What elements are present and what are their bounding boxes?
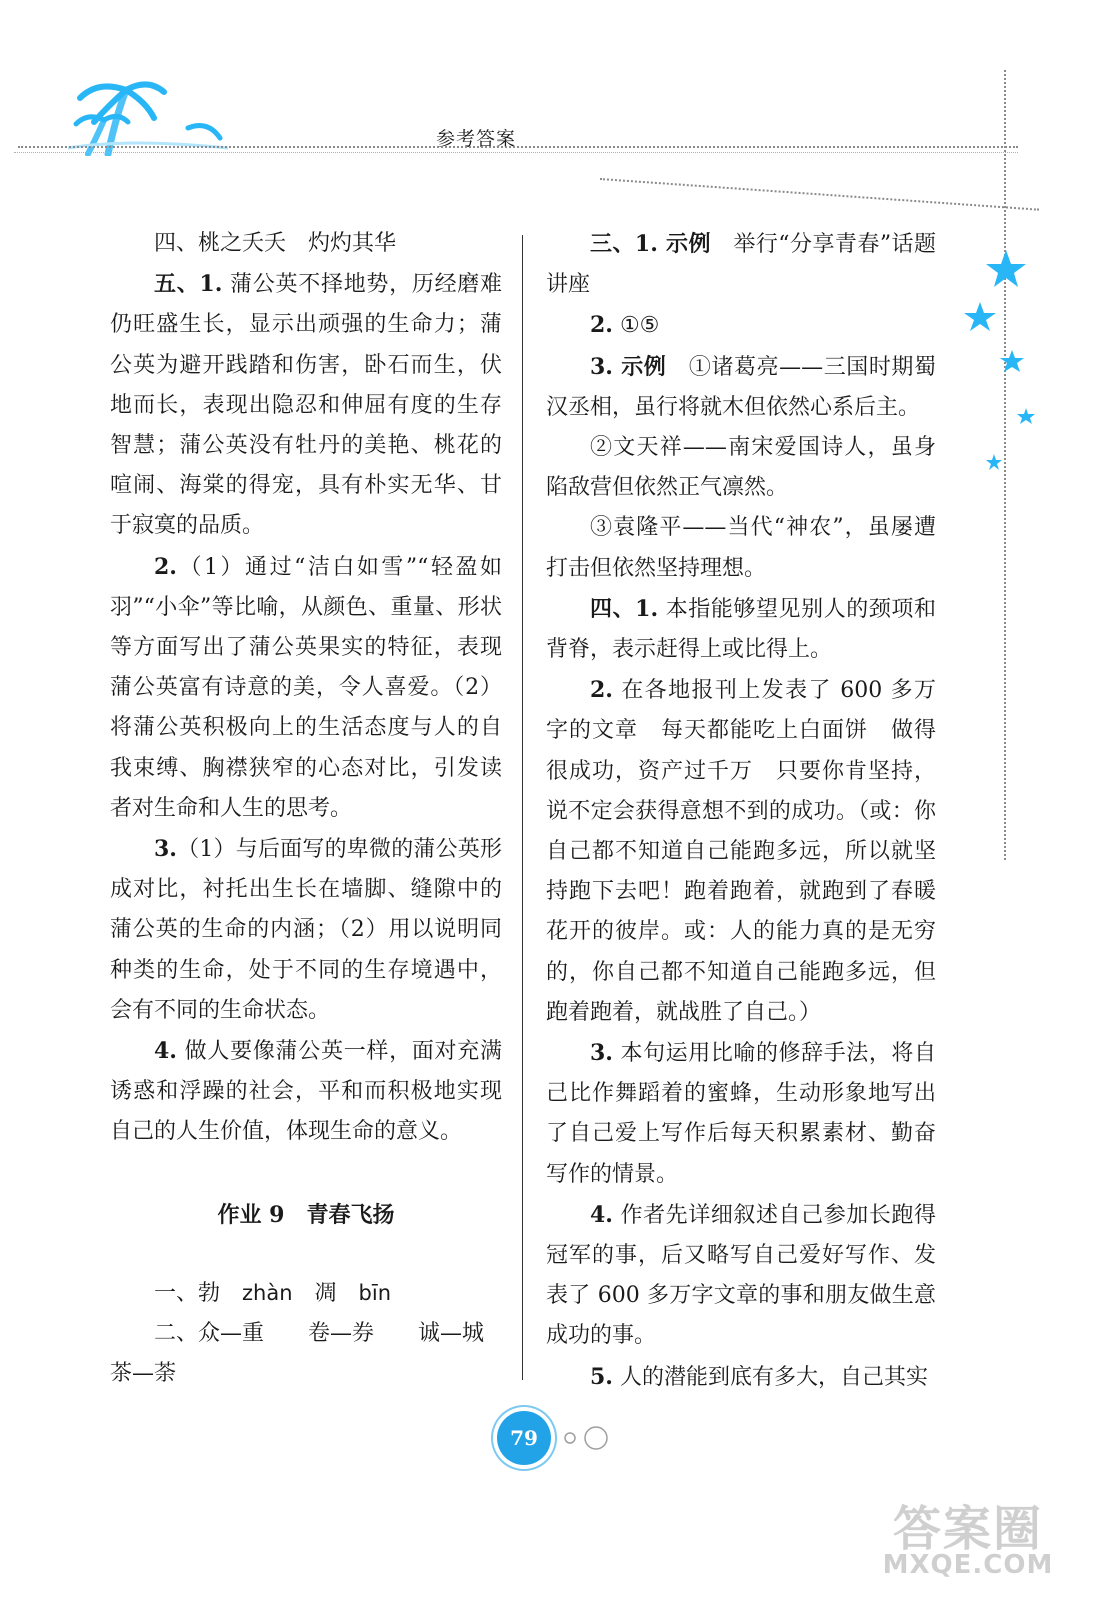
watermark-logo: 答案圈 <box>892 1501 1043 1557</box>
watermark <box>873 1490 1063 1590</box>
answer-4-5: 5. 人的潜能到底有多大，自己其实 <box>590 1363 928 1390</box>
answer-3-1: 三、1. 示例 举行“分享青春”话题讲座 <box>546 231 936 298</box>
column-divider <box>522 235 523 1380</box>
right-column <box>546 224 936 1398</box>
page-number: 79 <box>497 1411 551 1465</box>
header-divider-secondary <box>14 152 1018 153</box>
answer-5-4: 4. 做人要像蒲公英一样，面对充满诱惑和浮躁的社会，平和而积极地实现自己的人生价值，体现生命的意义。 <box>110 1038 502 1145</box>
watermark-url: MXQE.COM <box>882 1550 1054 1580</box>
answer-section-2-continued: 茶—荼 <box>110 1361 177 1387</box>
answer-5-2: 2.（1）通过“洁白如雪”“轻盈如羽”“小伞”等比喻，从颜色、重量、形状等方面写出了蒲公英果实的特征，表现蒲公英富有诗意的美，令人喜爱。（2）将蒲公英积极向上的生活态度与人的自我束缚、胸襟狭窄的心态对比，引发读者对生命和人生的思考。 <box>110 553 502 821</box>
page-header-title: 参考答案 <box>436 128 517 150</box>
answer-3-3: 3. 示例 ①诸葛亮——三国时期蜀汉丞相，虽行将就木但依然心系后主。 <box>546 353 936 420</box>
answer-3-3-example-3: ③袁隆平——当代“神农”，虽屡遭打击但依然坚持理想。 <box>546 515 936 581</box>
answer-3-2: 2. ①⑤ <box>590 312 660 339</box>
answer-5-1: 五、1. 蒲公英不择地势，历经磨难仍旺盛生长，显示出顽强的生命力；蒲公英为避开践踏和伤害，卧石而生，伏地而长，表现出隐忍和伸屈有度的生存智慧；蒲公英没有牡丹的美艳、桃花的喧闹、海棠的得宠，具有朴实无华、甘于寂寞的品质。 <box>110 271 502 539</box>
answer-section-1: 一、勃 zhàn 凋 bīn <box>154 1280 392 1306</box>
answer-4-4: 4. 作者先详细叙述自己参加长跑得冠军的事，后又略写自己爱好写作、发表了 600 多万字文章的事和朋友做生意成功的事。 <box>546 1201 936 1349</box>
star-icon <box>960 240 1040 480</box>
section-title: 作业 9 青春飞扬 <box>217 1201 395 1228</box>
decorative-line <box>600 178 1039 211</box>
header-divider <box>18 146 1018 148</box>
page-number-decoration <box>560 1424 630 1452</box>
palm-tree-icon <box>68 76 268 156</box>
answer-3-3-example-2: ②文天祥——南宋爱国诗人，虽身陷敌营但依然正气凛然。 <box>546 435 936 501</box>
answer-4-1: 四、1. 本指能够望见别人的颈项和背脊，表示赶得上或比得上。 <box>546 595 937 663</box>
answer-part-four: 四、桃之夭夭 灼灼其华 <box>154 231 397 256</box>
answer-4-3: 3. 本句运用比喻的修辞手法，将自己比作舞蹈着的蜜蜂，生动形象地写出了自己爱上写作后每天积累素材、勤奋写作的情景。 <box>546 1040 936 1187</box>
answer-section-2: 二、众—重 卷—券 诚—城 <box>154 1321 485 1347</box>
answer-5-3: 3.（1）与后面写的卑微的蒲公英形成对比，衬托出生长在墙脚、缝隙中的蒲公英的生命的内涵；（2）用以说明同种类的生命，处于不同的生存境遇中，会有不同的生命状态。 <box>110 836 502 1023</box>
left-column <box>110 224 502 1394</box>
answer-4-2: 2. 在各地报刊上发表了 600 多万字的文章 每天都能吃上白面饼 做得很成功，资产过千万 只要你肯坚持，说不定会获得意想不到的成功。（或：你自己都不知道自己能跑多远，所以就坚持跑下去吧！跑着跑着，就跑到了春暖花开的彼岸。或：人的能力真的是无穷的，你自己都不知道自己能跑多远，但跑着跑着，就战胜了自己。） <box>546 677 936 1025</box>
